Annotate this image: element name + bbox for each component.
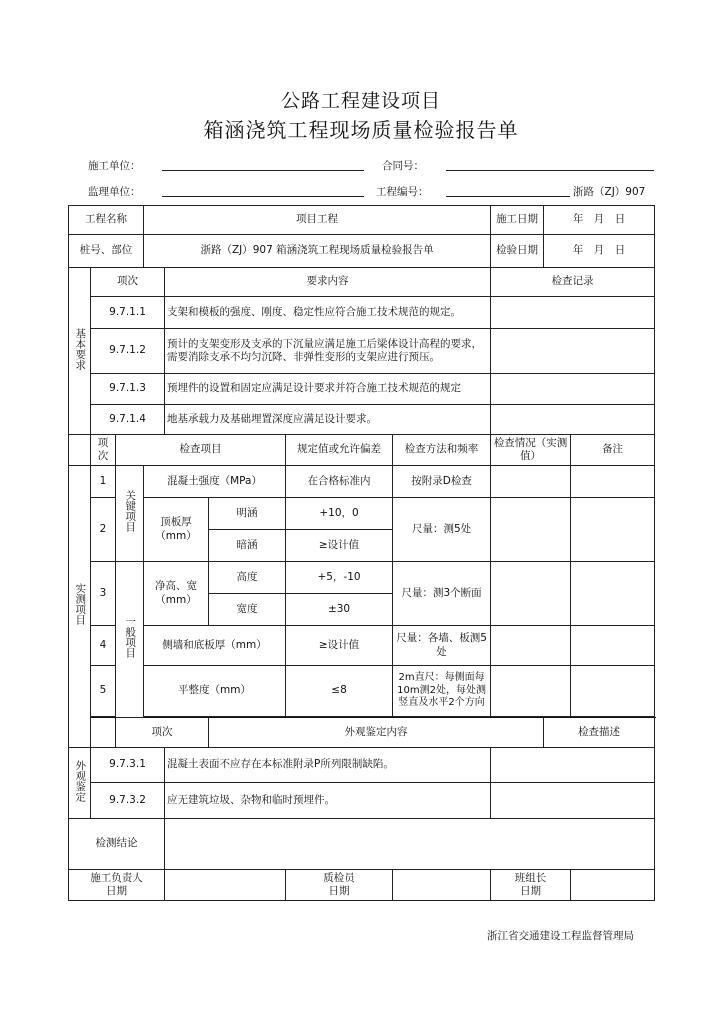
appearance-section-label: 外观鉴定 — [69, 748, 91, 819]
appearance-row-no: 9.7.3.2 — [91, 783, 165, 819]
flatness-spec: ≤8 — [286, 666, 393, 717]
inspection-date-label: 检验日期 — [491, 235, 544, 268]
appearance-row-text: 应无建筑垃圾、杂物和临时预埋件。 — [165, 783, 491, 819]
team-leader-label: 班组长 — [514, 871, 547, 884]
basic-row-no: 9.7.1.3 — [91, 374, 165, 405]
team-leader-sign[interactable] — [571, 870, 655, 901]
contract-no-field[interactable] — [446, 170, 654, 171]
conclusion-label: 检测结论 — [69, 819, 165, 870]
title-line-1: 公路工程建设项目 — [280, 90, 441, 112]
basic-col-content: 要求内容 — [165, 268, 491, 297]
basic-row-no: 9.7.1.1 — [91, 297, 165, 329]
basic-row-text: 地基承载力及基础埋置深度应满足设计要求。 — [165, 405, 491, 435]
construction-lead-label: 施工负责人 — [90, 871, 143, 884]
inspection-form-table — [68, 205, 655, 901]
conclusion-value[interactable] — [165, 819, 655, 870]
project-code-field[interactable] — [446, 196, 570, 197]
measured-row-no: 5 — [91, 666, 116, 717]
quality-inspector-cell — [286, 870, 393, 901]
basic-section-label: 基本要求 — [69, 268, 91, 435]
top-slab-sub-open: 明涵 — [209, 498, 286, 530]
basic-row-no: 9.7.1.2 — [91, 329, 165, 374]
quality-inspector-label: 质检员 — [323, 871, 355, 884]
basic-col-record: 检查记录 — [491, 268, 655, 297]
appearance-row-desc[interactable] — [491, 748, 655, 783]
general-items-label: 一般项目 — [116, 562, 144, 718]
concrete-strength-label: 混凝土强度（MPa） — [144, 466, 286, 498]
wall-floor-thickness-spec: ≥设计值 — [286, 626, 393, 666]
issuer-footer: 浙江省交通建设工程监督管理局 — [487, 930, 634, 942]
concrete-strength-spec: 在合格标准内 — [286, 466, 393, 498]
basic-row-record[interactable] — [491, 329, 655, 374]
flatness-result[interactable] — [491, 666, 571, 717]
team-leader-cell — [491, 870, 571, 901]
team-leader-date-label: 日期 — [520, 885, 542, 897]
station-label: 桩号、部位 — [69, 235, 144, 268]
station-value[interactable]: 浙路（ZJ）907 箱涵浇筑工程现场质量检验报告单 — [144, 235, 491, 268]
basic-row-text: 预计的支架变形及支承的下沉量应满足施工后梁体设计高程的要求，需要消除支承不均匀沉降、非弹性变形的支架应进行预压。 — [165, 329, 491, 374]
measured-col-check: 检查项目 — [116, 435, 286, 466]
flatness-method: 2m直尺：每侧面每10m测2处，每处测竖直及水平2个方向 — [393, 666, 491, 717]
supervision-unit-field[interactable] — [162, 196, 364, 197]
measured-col-result: 检查情况（实测值） — [491, 435, 571, 466]
wall-floor-thickness-method: 尺量：各墙、板测5处 — [393, 626, 491, 666]
top-slab-spec-open: +10，0 — [286, 498, 393, 530]
clear-height-width-result[interactable] — [491, 562, 571, 626]
project-code-label: 工程编号： — [376, 186, 429, 198]
clear-height-width-label: 净高、宽（mm） — [144, 562, 209, 626]
blank-cell — [91, 718, 116, 748]
measured-col-method: 检查方法和频率 — [393, 435, 491, 466]
measured-col-note: 备注 — [571, 435, 655, 466]
concrete-strength-result[interactable] — [491, 466, 571, 498]
appearance-col-desc: 检查描述 — [544, 718, 655, 748]
quality-inspector-sign[interactable] — [393, 870, 491, 901]
basic-row-record[interactable] — [491, 297, 655, 329]
appearance-col-item: 项次 — [116, 718, 209, 748]
wall-floor-thickness-label: 侧墙和底板厚（mm） — [144, 626, 286, 666]
measured-section-label: 实测项目 — [69, 466, 91, 748]
width-spec: ±30 — [286, 594, 393, 626]
construction-lead-cell — [69, 870, 165, 901]
measured-row-no: 1 — [91, 466, 116, 498]
inspection-date-value[interactable]: 年 月 日 — [544, 235, 655, 268]
basic-row-text: 支架和模板的强度、刚度、稳定性应符合施工技术规范的规定。 — [165, 297, 491, 329]
construction-unit-label: 施工单位： — [88, 160, 141, 172]
project-name-label: 工程名称 — [69, 206, 144, 235]
top-slab-method: 尺量：测5处 — [393, 498, 491, 562]
construction-date-label: 施工日期 — [491, 206, 544, 235]
basic-row-record[interactable] — [491, 405, 655, 435]
basic-row-record[interactable] — [491, 374, 655, 405]
top-slab-spec-buried: ≥设计值 — [286, 530, 393, 562]
flatness-label: 平整度（mm） — [144, 666, 286, 717]
measured-col-spec: 规定值或允许偏差 — [286, 435, 393, 466]
construction-unit-field[interactable] — [162, 170, 364, 171]
appearance-row-desc[interactable] — [491, 783, 655, 819]
wall-floor-thickness-note[interactable] — [571, 626, 655, 666]
top-slab-sub-buried: 暗涵 — [209, 530, 286, 562]
key-items-label: 关键项目 — [116, 466, 144, 562]
appearance-row-no: 9.7.3.1 — [91, 748, 165, 783]
height-spec: +5，-10 — [286, 562, 393, 594]
top-slab-label: 顶板厚（mm） — [144, 498, 209, 562]
measured-col-item: 项次 — [91, 435, 116, 466]
measured-row-no: 2 — [91, 498, 116, 562]
basic-row-no: 9.7.1.4 — [91, 405, 165, 435]
form-code: 浙路（ZJ）907 — [573, 186, 646, 198]
measured-row-no: 3 — [91, 562, 116, 626]
title-line-2: 箱涵浇筑工程现场质量检验报告单 — [203, 118, 519, 142]
concrete-strength-method: 按附录D检查 — [393, 466, 491, 498]
flatness-note[interactable] — [571, 666, 655, 717]
wall-floor-thickness-result[interactable] — [491, 626, 571, 666]
basic-row-text: 预埋件的设置和固定应满足设计要求并符合施工技术规范的规定 — [165, 374, 491, 405]
construction-lead-date-label: 日期 — [106, 885, 128, 897]
measured-row-no: 4 — [91, 626, 116, 666]
blank-cell — [69, 435, 91, 466]
basic-col-item: 项次 — [91, 268, 165, 297]
construction-lead-sign[interactable] — [165, 870, 286, 901]
appearance-col-content: 外观鉴定内容 — [209, 718, 544, 748]
appearance-row-text: 混凝土表面不应存在本标准附录P所列限制缺陷。 — [165, 748, 491, 783]
construction-date-value[interactable]: 年 月 日 — [544, 206, 655, 235]
contract-no-label: 合同号： — [382, 160, 424, 172]
top-slab-result[interactable] — [491, 498, 571, 562]
quality-inspector-date-label: 日期 — [328, 885, 350, 897]
top-slab-note[interactable] — [571, 498, 655, 562]
width-sub: 宽度 — [209, 594, 286, 626]
concrete-strength-note[interactable] — [571, 466, 655, 498]
clear-height-width-method: 尺量：测3个断面 — [393, 562, 491, 626]
height-sub: 高度 — [209, 562, 286, 594]
supervision-unit-label: 监理单位： — [88, 186, 141, 198]
clear-height-width-note[interactable] — [571, 562, 655, 626]
project-name-value[interactable]: 项目工程 — [144, 206, 491, 235]
